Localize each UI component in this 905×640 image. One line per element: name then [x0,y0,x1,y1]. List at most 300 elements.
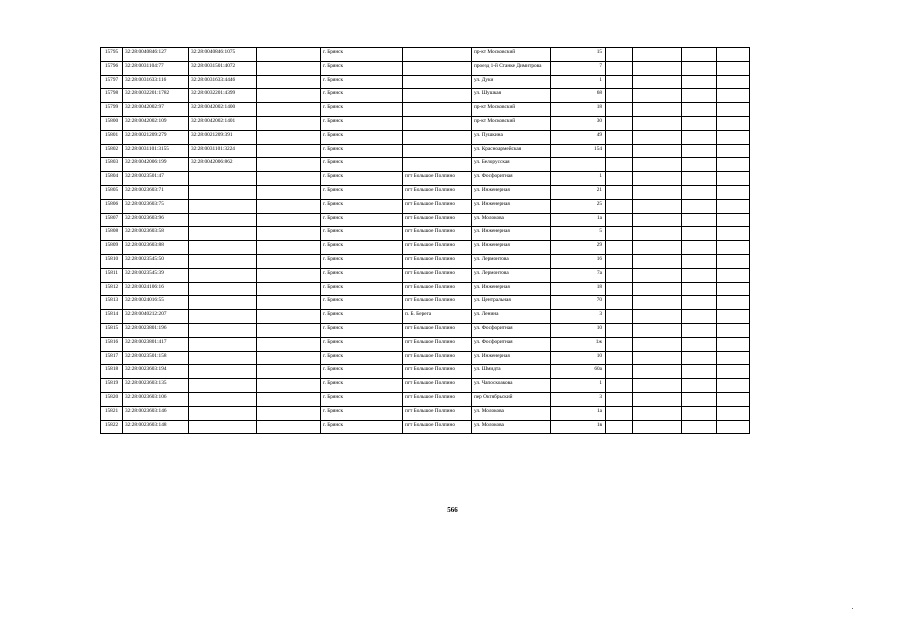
building-number-cell [189,351,257,365]
settlement-cell: пгт Большое Полпино [403,268,472,282]
settlement-cell: пгт Большое Полпино [403,254,472,268]
blank-cell [606,365,633,379]
settlement-cell [403,48,472,62]
blank-cell [606,268,633,282]
street-cell: ул. Дуки [472,75,551,89]
cadastral-number-cell: 32:28:0023603:58 [123,227,189,241]
table-row [101,337,750,351]
table-row [101,144,750,158]
settlement-cell: пгт Большое Полпино [403,351,472,365]
row-number-cell: 15808 [101,227,123,241]
blank-cell [633,213,682,227]
blank-cell [606,379,633,393]
house-number-cell: 1 [551,75,606,89]
cadastral-number-cell: 32:28:0042002:109 [123,116,189,130]
building-number-cell [189,337,257,351]
city-cell: г. Брянск [321,379,403,393]
row-number-cell: 15814 [101,310,123,324]
blank-cell [682,130,717,144]
blank-cell [633,254,682,268]
street-cell: ул. Лермонтова [472,254,551,268]
row-number-cell: 15796 [101,61,123,75]
blank-cell [717,365,750,379]
blank-cell [633,310,682,324]
blank-cell [257,199,321,213]
building-number-cell: 32:28:0040846:1075 [189,48,257,62]
cadastral-number-cell: 32:28:0021209:279 [123,130,189,144]
house-number-cell: 68 [551,89,606,103]
row-number-cell: 15801 [101,130,123,144]
cadastral-number-cell: 32:28:0040212:207 [123,310,189,324]
blank-cell [633,103,682,117]
blank-cell [257,89,321,103]
cadastral-number-cell: 32:28:0031101:3155 [123,144,189,158]
blank-cell [633,199,682,213]
building-number-cell [189,254,257,268]
settlement-cell: пгт Большое Полпино [403,213,472,227]
blank-cell [717,116,750,130]
building-number-cell [189,172,257,186]
row-number-cell: 15817 [101,351,123,365]
settlement-cell: пгт Большое Полпино [403,392,472,406]
row-number-cell: 15802 [101,144,123,158]
blank-cell [717,185,750,199]
blank-cell [717,254,750,268]
settlement-cell: пгт Большое Полпино [403,323,472,337]
cadastral-number-cell: 32:28:0023603:88 [123,241,189,255]
street-cell: ул. Лермонтова [472,268,551,282]
settlement-cell: пгт Большое Полпино [403,185,472,199]
records-table [100,47,750,434]
blank-cell [717,392,750,406]
table-row [101,420,750,434]
blank-cell [257,48,321,62]
table-row [101,103,750,117]
row-number-cell: 15821 [101,406,123,420]
street-cell: ул. Фосфоритная [472,337,551,351]
city-cell: г. Брянск [321,296,403,310]
building-number-cell: 32:28:0042006:862 [189,158,257,172]
building-number-cell [189,296,257,310]
blank-cell [682,379,717,393]
blank-cell [606,158,633,172]
house-number-cell [551,158,606,172]
blank-cell [633,379,682,393]
street-cell: ул. Пушкина [472,130,551,144]
blank-cell [717,379,750,393]
blank-cell [606,241,633,255]
blank-cell [633,158,682,172]
cadastral-number-cell: 32:28:0023603:135 [123,379,189,393]
blank-cell [717,310,750,324]
settlement-cell: пгт Большое Полпино [403,296,472,310]
city-cell: г. Брянск [321,420,403,434]
cadastral-number-cell: 32:28:0040846:127 [123,48,189,62]
street-cell: ул. Молокова [472,420,551,434]
street-cell: пр-кт Московский [472,103,551,117]
street-cell: ул. Инженерная [472,185,551,199]
blank-cell [606,406,633,420]
cadastral-number-cell: 32:28:0023603:96 [123,213,189,227]
city-cell: г. Брянск [321,144,403,158]
blank-cell [682,323,717,337]
street-cell: пр-кт Московский [472,48,551,62]
row-number-cell: 15804 [101,172,123,186]
blank-cell [633,89,682,103]
city-cell: г. Брянск [321,61,403,75]
row-number-cell: 15818 [101,365,123,379]
city-cell: г. Брянск [321,130,403,144]
blank-cell [717,89,750,103]
settlement-cell [403,144,472,158]
blank-cell [682,282,717,296]
blank-cell [606,254,633,268]
blank-cell [717,199,750,213]
table-row [101,172,750,186]
row-number-cell: 15803 [101,158,123,172]
blank-cell [606,227,633,241]
scan-speck [852,608,853,609]
house-number-cell: 1 [551,379,606,393]
street-cell: ул. Инженерная [472,199,551,213]
blank-cell [257,172,321,186]
blank-cell [717,241,750,255]
house-number-cell: 1 [551,172,606,186]
city-cell: г. Брянск [321,406,403,420]
cadastral-number-cell: 32:28:0023501:158 [123,351,189,365]
city-cell: г. Брянск [321,337,403,351]
street-cell: ул. Инженерная [472,351,551,365]
street-cell: ул. Фосфоритная [472,172,551,186]
blank-cell [717,406,750,420]
blank-cell [633,296,682,310]
cadastral-number-cell: 32:28:0023603:146 [123,406,189,420]
table-row [101,48,750,62]
blank-cell [682,268,717,282]
blank-cell [606,48,633,62]
street-cell: ул. Чапоскоакова [472,379,551,393]
street-cell: ул. Центральная [472,296,551,310]
house-number-cell: 1а [551,406,606,420]
blank-cell [682,241,717,255]
blank-cell [682,116,717,130]
building-number-cell [189,213,257,227]
blank-cell [633,144,682,158]
blank-cell [682,420,717,434]
blank-cell [257,323,321,337]
table-row [101,241,750,255]
house-number-cell: 1в [551,420,606,434]
blank-cell [633,185,682,199]
building-number-cell: 32:28:0031633:4446 [189,75,257,89]
building-number-cell [189,379,257,393]
row-number-cell: 15811 [101,268,123,282]
city-cell: г. Брянск [321,392,403,406]
settlement-cell [403,89,472,103]
blank-cell [257,116,321,130]
building-number-cell [189,185,257,199]
blank-cell [682,310,717,324]
blank-cell [606,351,633,365]
row-number-cell: 15810 [101,254,123,268]
settlement-cell: пгт Большое Полпино [403,337,472,351]
blank-cell [682,103,717,117]
blank-cell [257,254,321,268]
city-cell: г. Брянск [321,268,403,282]
blank-cell [257,392,321,406]
blank-cell [717,351,750,365]
settlement-cell: пгт Большое Полпино [403,379,472,393]
street-cell: ул. Молокова [472,213,551,227]
table-row [101,323,750,337]
blank-cell [257,130,321,144]
settlement-cell: пгт Большое Полпино [403,365,472,379]
row-number-cell: 15795 [101,48,123,62]
blank-cell [717,75,750,89]
building-number-cell: 32:28:0042002:1400 [189,103,257,117]
settlement-cell [403,75,472,89]
blank-cell [257,282,321,296]
blank-cell [682,185,717,199]
settlement-cell: пгт Большое Полпино [403,199,472,213]
blank-cell [606,103,633,117]
blank-cell [257,406,321,420]
row-number-cell: 15806 [101,199,123,213]
table-row [101,379,750,393]
house-number-cell: 10 [551,351,606,365]
settlement-cell: пгт Большое Полпино [403,227,472,241]
city-cell: г. Брянск [321,199,403,213]
row-number-cell: 15815 [101,323,123,337]
settlement-cell [403,130,472,144]
cadastral-number-cell: 32:28:0032201:1782 [123,89,189,103]
city-cell: г. Брянск [321,185,403,199]
house-number-cell: 16 [551,254,606,268]
blank-cell [633,420,682,434]
cadastral-number-cell: 32:28:0023603:106 [123,392,189,406]
blank-cell [257,268,321,282]
settlement-cell [403,103,472,117]
blank-cell [606,130,633,144]
blank-cell [257,241,321,255]
blank-cell [633,323,682,337]
blank-cell [717,103,750,117]
building-number-cell: 32:28:0031501:4072 [189,61,257,75]
blank-cell [606,185,633,199]
row-number-cell: 15816 [101,337,123,351]
city-cell: г. Брянск [321,116,403,130]
row-number-cell: 15798 [101,89,123,103]
settlement-cell: пгт Большое Полпино [403,241,472,255]
row-number-cell: 15822 [101,420,123,434]
blank-cell [717,213,750,227]
table-row [101,185,750,199]
table-row [101,392,750,406]
city-cell: г. Брянск [321,89,403,103]
city-cell: г. Брянск [321,48,403,62]
blank-cell [257,337,321,351]
table-row [101,351,750,365]
house-number-cell: 18 [551,103,606,117]
cadastral-number-cell: 32:28:0023603:75 [123,199,189,213]
city-cell: г. Брянск [321,282,403,296]
blank-cell [606,116,633,130]
house-number-cell: 3 [551,392,606,406]
street-cell: ул. Инженерная [472,282,551,296]
blank-cell [606,323,633,337]
street-cell: ул. Белорусская [472,158,551,172]
blank-cell [606,61,633,75]
blank-cell [717,296,750,310]
settlement-cell: пгт Большое Полпино [403,172,472,186]
blank-cell [682,48,717,62]
blank-cell [606,310,633,324]
cadastral-number-cell: 32:28:0023603:148 [123,420,189,434]
blank-cell [682,172,717,186]
blank-cell [606,172,633,186]
blank-cell [633,48,682,62]
blank-cell [257,103,321,117]
settlement-cell: пгт Большое Полпино [403,406,472,420]
building-number-cell: 32:28:0031101:3224 [189,144,257,158]
building-number-cell [189,199,257,213]
street-cell: ул. Молокова [472,406,551,420]
blank-cell [633,227,682,241]
building-number-cell [189,365,257,379]
city-cell: г. Брянск [321,103,403,117]
table-row [101,61,750,75]
table-row [101,75,750,89]
blank-cell [633,365,682,379]
blank-cell [257,310,321,324]
house-number-cell: 3 [551,310,606,324]
city-cell: г. Брянск [321,241,403,255]
street-cell: ул. Инженерная [472,241,551,255]
blank-cell [682,254,717,268]
cadastral-number-cell: 32:28:0024106:16 [123,282,189,296]
city-cell: г. Брянск [321,227,403,241]
blank-cell [633,61,682,75]
cadastral-number-cell: 32:28:0031104:77 [123,61,189,75]
blank-cell [257,365,321,379]
row-number-cell: 15812 [101,282,123,296]
building-number-cell [189,406,257,420]
blank-cell [257,144,321,158]
table-row [101,199,750,213]
street-cell: ул. Ленина [472,310,551,324]
house-number-cell: 7 [551,61,606,75]
cadastral-number-cell: 32:28:0023545:39 [123,268,189,282]
blank-cell [717,227,750,241]
blank-cell [633,351,682,365]
blank-cell [257,61,321,75]
city-cell: г. Брянск [321,213,403,227]
row-number-cell: 15805 [101,185,123,199]
blank-cell [633,268,682,282]
blank-cell [717,130,750,144]
house-number-cell: 5 [551,227,606,241]
blank-cell [717,323,750,337]
blank-cell [606,392,633,406]
city-cell: г. Брянск [321,75,403,89]
city-cell: г. Брянск [321,365,403,379]
blank-cell [633,392,682,406]
cadastral-number-cell: 32:28:0023545:50 [123,254,189,268]
blank-cell [633,172,682,186]
blank-cell [606,144,633,158]
blank-cell [682,392,717,406]
cadastral-number-cell: 32:28:0042006:199 [123,158,189,172]
blank-cell [257,185,321,199]
blank-cell [682,158,717,172]
house-number-cell: 7а [551,268,606,282]
cadastral-number-cell: 32:28:0023801:417 [123,337,189,351]
street-cell: пр-кт Московский [472,116,551,130]
building-number-cell [189,392,257,406]
house-number-cell: 21 [551,185,606,199]
row-number-cell: 15813 [101,296,123,310]
blank-cell [606,199,633,213]
blank-cell [633,406,682,420]
street-cell: ул. Шушкая [472,89,551,103]
blank-cell [606,282,633,296]
blank-cell [717,48,750,62]
blank-cell [633,116,682,130]
page-number: 566 [447,506,458,514]
cadastral-number-cell: 32:28:0031633:116 [123,75,189,89]
table-row [101,227,750,241]
house-number-cell: 49 [551,130,606,144]
blank-cell [257,75,321,89]
street-cell: проезд 1-й Станке Димитрова [472,61,551,75]
blank-cell [717,268,750,282]
blank-cell [682,296,717,310]
city-cell: г. Брянск [321,351,403,365]
house-number-cell: 25 [551,199,606,213]
city-cell: г. Брянск [321,323,403,337]
house-number-cell: 1ж [551,337,606,351]
row-number-cell: 15797 [101,75,123,89]
blank-cell [257,379,321,393]
settlement-cell: пгт Большое Полпино [403,282,472,296]
house-number-cell: 10 [551,323,606,337]
house-number-cell: 1а [551,213,606,227]
table-row [101,365,750,379]
blank-cell [682,365,717,379]
house-number-cell: 70 [551,296,606,310]
blank-cell [606,213,633,227]
blank-cell [606,296,633,310]
settlement-cell: пгт Большое Полпино [403,420,472,434]
house-number-cell: 29 [551,241,606,255]
blank-cell [257,351,321,365]
table-row [101,213,750,227]
blank-cell [606,75,633,89]
blank-cell [633,130,682,144]
blank-cell [717,337,750,351]
building-number-cell [189,227,257,241]
cadastral-number-cell: 32:28:0024016:55 [123,296,189,310]
street-cell: ул. Красноармейская [472,144,551,158]
building-number-cell [189,268,257,282]
blank-cell [682,337,717,351]
blank-cell [606,89,633,103]
row-number-cell: 15800 [101,116,123,130]
house-number-cell: 18 [551,282,606,296]
table-row [101,406,750,420]
blank-cell [257,213,321,227]
city-cell: г. Брянск [321,158,403,172]
